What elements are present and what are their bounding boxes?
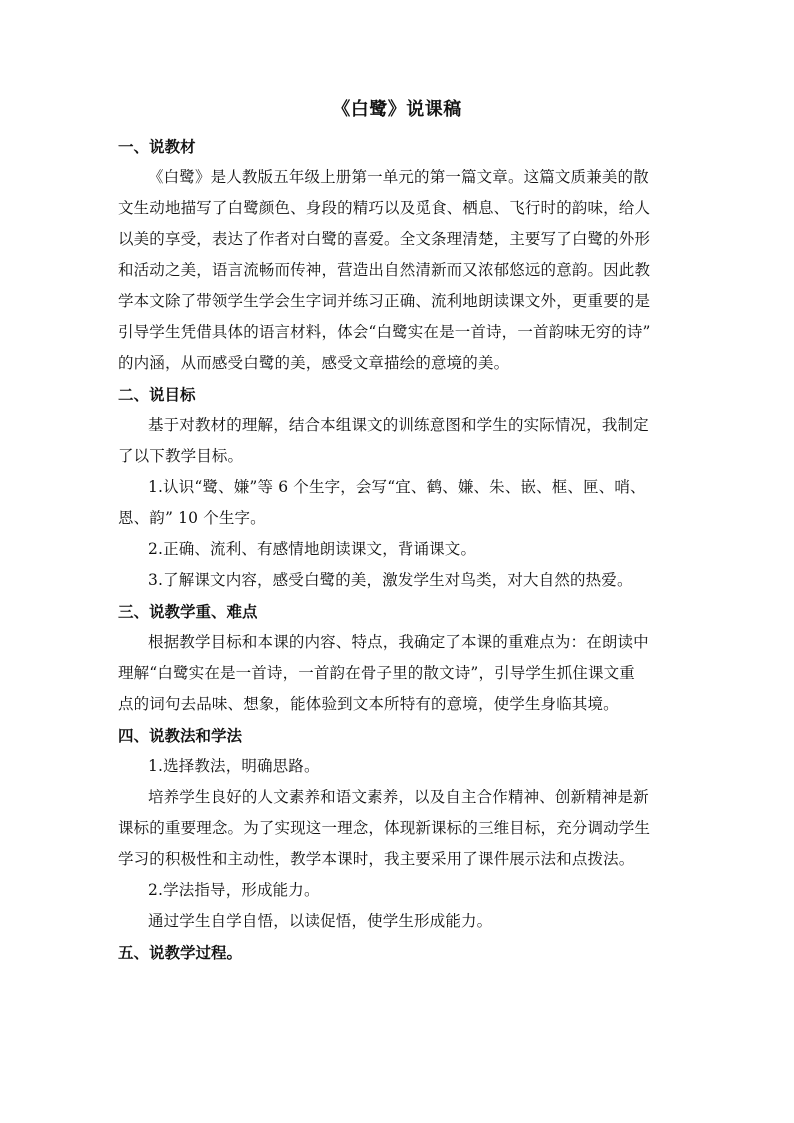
paragraph-line: 培养学生良好的人文素养和语文素养，以及自主合作精神、创新精神是新	[148, 788, 649, 806]
paragraph-line: 学习的积极性和主动性，教学本课时，我主要采用了课件展示法和点拨法。	[118, 850, 635, 868]
paragraph-line: 学本文除了带领学生学会生字词并练习正确、流利地朗读课文外，更重要的是	[118, 292, 651, 310]
paragraph-line: 1.认识“鹭、嫌”等 6 个生字，会写“宜、鹤、嫌、朱、嵌、框、匣、哨、	[148, 478, 646, 496]
paragraph-line: 通过学生自学自悟，以读促悟，使学生形成能力。	[148, 912, 493, 930]
paragraph-line: 文生动地描写了白鹭颜色、身段的精巧以及觅食、栖息、飞行时的韵味，给人	[118, 199, 651, 217]
paragraph-line: 恩、韵” 10 个生字。	[118, 509, 266, 527]
paragraph-line: 和活动之美，语言流畅而传神，营造出自然清新而又浓郁悠远的意韵。因此教	[118, 261, 651, 279]
paragraph-line: 1.选择教法，明确思路。	[148, 757, 320, 775]
section-heading: 五、说教学过程。	[118, 943, 243, 962]
paragraph-line: 引导学生凭借具体的语言材料，体会“白鹭实在是一首诗，一首韵味无穷的诗”	[118, 323, 651, 341]
paragraph-line: 点的词句去品味、想象，能体验到文本所特有的意境，使学生身临其境。	[118, 695, 619, 713]
paragraph-line: 了以下教学目标。	[118, 447, 244, 465]
section-heading: 四、说教法和学法	[118, 726, 243, 745]
paragraph-line: 3.了解课文内容，感受白鹭的美，激发学生对鸟类，对大自然的热爱。	[148, 571, 633, 589]
section-heading: 三、说教学重、难点	[118, 602, 258, 621]
section-heading: 二、说目标	[118, 385, 196, 404]
page-title: 《白鹭》说课稿	[332, 99, 462, 120]
document-body	[118, 131, 688, 968]
paragraph-line: 理解“白鹭实在是一首诗，一首韵在骨子里的散文诗”，引导学生抓住课文重	[118, 664, 635, 682]
paragraph-line: 2.正确、流利、有感情地朗读课文，背诵课文。	[148, 540, 477, 558]
paragraph-line: 以美的享受，表达了作者对白鹭的喜爱。全文条理清楚，主要写了白鹭的外形	[118, 230, 651, 248]
paragraph-line: 基于对教材的理解，结合本组课文的训练意图和学生的实际情况，我制定	[148, 416, 649, 434]
paragraph-line: 《白鹭》是人教版五年级上册第一单元的第一篇文章。这篇文质兼美的散	[148, 168, 649, 186]
paragraph-line: 2.学法指导，形成能力。	[148, 881, 320, 899]
paragraph-line: 的内涵，从而感受白鹭的美，感受文章描绘的意境的美。	[118, 354, 510, 372]
paragraph-line: 根据教学目标和本课的内容、特点，我确定了本课的重难点为：在朗读中	[148, 633, 649, 651]
paragraph-line: 课标的重要理念。为了实现这一理念，体现新课标的三维目标，充分调动学生	[118, 819, 651, 837]
section-heading: 一、说教材	[118, 137, 196, 156]
